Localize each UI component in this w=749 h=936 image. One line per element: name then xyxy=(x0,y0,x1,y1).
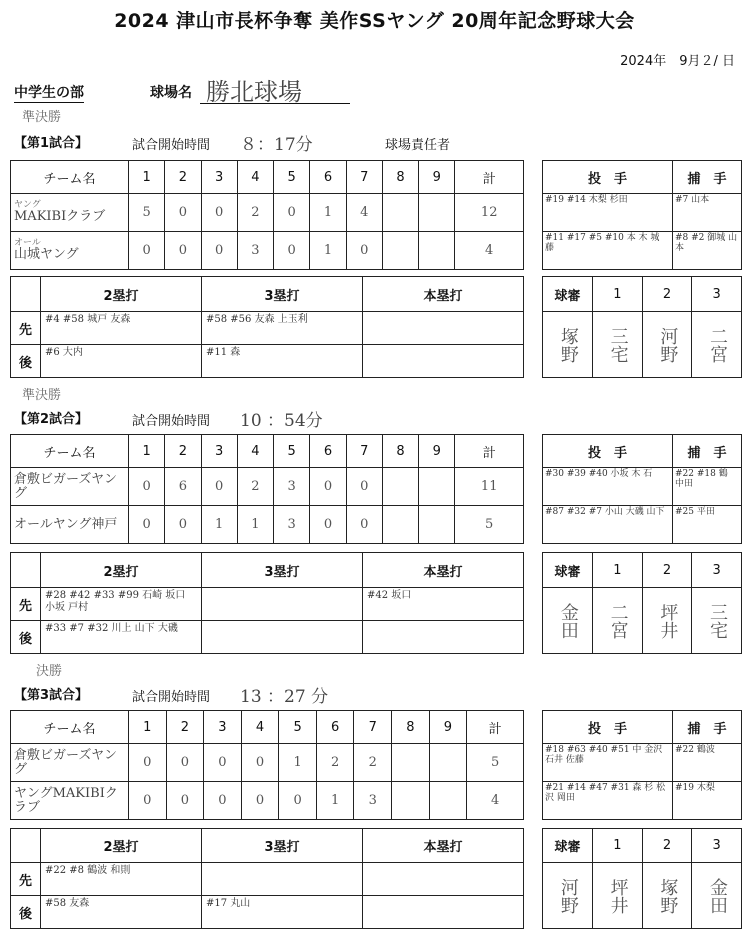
triples-second: #17 丸山 xyxy=(202,896,363,929)
first-label: 先 xyxy=(11,588,41,621)
game3-scoreboard xyxy=(10,710,524,820)
score: 1 xyxy=(201,506,237,544)
inning-8: 8 xyxy=(382,435,418,468)
team-name xyxy=(11,782,129,820)
team-name xyxy=(11,506,129,544)
score xyxy=(419,194,455,232)
score: 0 xyxy=(310,506,346,544)
second-label: 後 xyxy=(11,345,41,378)
catchers-cell: #8 #2 御城 山本 xyxy=(673,232,742,270)
catchers-cell: #22 鶴波 xyxy=(673,744,742,782)
game1-start-value: ８：17分 xyxy=(240,135,313,155)
score: 0 xyxy=(204,782,242,820)
team-name xyxy=(11,194,129,232)
umpire-name: 坪井 xyxy=(657,602,679,639)
total-score: 12 xyxy=(455,194,524,232)
team-name-small: オール xyxy=(14,237,41,248)
umpire-name: 金田 xyxy=(557,602,579,639)
inning-3: 3 xyxy=(204,711,242,744)
hr-first: #42 坂口 xyxy=(363,588,524,621)
score: 2 xyxy=(237,194,273,232)
total-score: 11 xyxy=(455,468,524,506)
umpire-name: 二宮 xyxy=(607,602,629,639)
stage-note-top: 準決勝 xyxy=(22,110,62,125)
game2-start-label: 試合開始時間 xyxy=(132,414,211,429)
game3-umpires xyxy=(542,828,742,929)
score: 0 xyxy=(165,232,201,270)
double-header: 2塁打 xyxy=(41,553,202,588)
umpire-col: 1 xyxy=(593,553,643,588)
score: 3 xyxy=(237,232,273,270)
game2-start-value: 10 ：54分 xyxy=(240,411,323,431)
game3-label: 【第3試合】 xyxy=(14,688,89,703)
second-label: 後 xyxy=(11,896,41,929)
catchers-cell: #7 山本 xyxy=(673,194,742,232)
score: 0 xyxy=(274,194,310,232)
inning-8: 8 xyxy=(392,711,430,744)
game3-battery xyxy=(542,710,742,820)
inning-4: 4 xyxy=(237,435,273,468)
doubles-first: #4 #58 城戸 友森 xyxy=(41,312,202,345)
score: 0 xyxy=(204,744,242,782)
hr-second xyxy=(363,345,524,378)
catchers-cell: #25 平田 xyxy=(673,506,742,544)
total-score: 4 xyxy=(455,232,524,270)
umpire-name: 三宅 xyxy=(607,326,629,363)
umpire-name: 河野 xyxy=(557,877,579,914)
inning-3: 3 xyxy=(201,435,237,468)
doubles-second: #6 大内 xyxy=(41,345,202,378)
triples-second xyxy=(202,621,363,654)
game1-hits xyxy=(10,276,524,378)
score xyxy=(419,506,455,544)
score xyxy=(392,744,430,782)
blank xyxy=(11,553,41,588)
catcher-header: 捕 手 xyxy=(673,711,742,744)
double-header: 2塁打 xyxy=(41,829,202,863)
game1-battery xyxy=(542,160,742,270)
catchers-cell: #19 木梨 xyxy=(673,782,742,820)
umpire-col: 2 xyxy=(642,829,692,863)
inning-5: 5 xyxy=(279,711,317,744)
game2-umpires xyxy=(542,552,742,654)
game3-start-label: 試合開始時間 xyxy=(132,690,211,705)
score: 4 xyxy=(346,194,382,232)
total-header: 計 xyxy=(455,161,524,194)
inning-1: 1 xyxy=(129,711,167,744)
total-header: 計 xyxy=(455,435,524,468)
score: 0 xyxy=(165,506,201,544)
score: 0 xyxy=(201,232,237,270)
team-col-header: チーム名 xyxy=(11,435,129,468)
umpire-name: 坪井 xyxy=(607,877,629,914)
score xyxy=(429,744,467,782)
score: 0 xyxy=(129,506,165,544)
catchers-cell: #22 #18 鶴 中田 xyxy=(673,468,742,506)
score xyxy=(429,782,467,820)
score: 0 xyxy=(274,232,310,270)
triple-header: 3塁打 xyxy=(202,829,363,863)
score: 0 xyxy=(201,194,237,232)
double-header: 2塁打 xyxy=(41,277,202,312)
score xyxy=(392,782,430,820)
inning-3: 3 xyxy=(201,161,237,194)
date: 2024年 9月２/ 日 xyxy=(620,54,735,69)
score: 3 xyxy=(354,782,392,820)
inning-2: 2 xyxy=(166,711,204,744)
umpire-header: 球審 xyxy=(543,553,593,588)
score: 0 xyxy=(310,468,346,506)
pitcher-header: 投 手 xyxy=(543,711,673,744)
inning-5: 5 xyxy=(274,435,310,468)
stage-note-3: 決勝 xyxy=(36,664,63,679)
team-name-small: ヤング xyxy=(14,199,41,210)
umpire-name: 河野 xyxy=(657,326,679,363)
team-col-header: チーム名 xyxy=(11,711,129,744)
triples-first xyxy=(202,863,363,896)
score xyxy=(419,468,455,506)
score: 3 xyxy=(274,468,310,506)
catcher-header: 捕 手 xyxy=(673,435,742,468)
umpire-name: 塚野 xyxy=(657,877,679,914)
pitchers-cell: #19 #14 木梨 杉田 xyxy=(543,194,673,232)
second-label: 後 xyxy=(11,621,41,654)
umpire-name: 金田 xyxy=(707,877,728,914)
game2-label: 【第2試合】 xyxy=(14,412,89,427)
score xyxy=(382,194,418,232)
pitchers-cell: #30 #39 #40 小坂 木 石 xyxy=(543,468,673,506)
score: 0 xyxy=(201,468,237,506)
umpire-col: 2 xyxy=(642,553,692,588)
team-col-header: チーム名 xyxy=(11,161,129,194)
first-label: 先 xyxy=(11,863,41,896)
team-name xyxy=(11,232,129,270)
blank xyxy=(11,277,41,312)
inning-2: 2 xyxy=(165,435,201,468)
team-name-text: 倉敷ビガーズヤング xyxy=(14,471,117,501)
score: 0 xyxy=(165,194,201,232)
score: 0 xyxy=(241,744,279,782)
inning-4: 4 xyxy=(237,161,273,194)
umpire-col: 3 xyxy=(692,829,742,863)
inning-6: 6 xyxy=(310,435,346,468)
stage-note-2: 準決勝 xyxy=(22,388,62,403)
umpire-header: 球審 xyxy=(543,829,593,863)
game2-hits xyxy=(10,552,524,654)
team-name-text: ヤングMAKIBIクラブ xyxy=(14,785,118,815)
pitchers-cell: #21 #14 #47 #31 森 杉 松沢 岡田 xyxy=(543,782,673,820)
field-label: 球場名 xyxy=(150,85,192,101)
total-score: 5 xyxy=(455,506,524,544)
score: 0 xyxy=(129,232,165,270)
game2-battery xyxy=(542,434,742,544)
umpire-col: 2 xyxy=(642,277,692,312)
division-label xyxy=(14,82,84,102)
score: 1 xyxy=(237,506,273,544)
doubles-first: #28 #42 #33 #99 石崎 坂口 小坂 戸村 xyxy=(41,588,202,621)
triples-first xyxy=(202,588,363,621)
umpire-name: 三宅 xyxy=(707,602,728,639)
hr-header: 本塁打 xyxy=(363,829,524,863)
score: 0 xyxy=(129,782,167,820)
game3-hits xyxy=(10,828,524,929)
score: 1 xyxy=(279,744,317,782)
score: 1 xyxy=(310,194,346,232)
triples-second: #11 森 xyxy=(202,345,363,378)
first-label: 先 xyxy=(11,312,41,345)
triple-header: 3塁打 xyxy=(202,553,363,588)
game1-umpires xyxy=(542,276,742,378)
hr-first xyxy=(363,312,524,345)
score: 0 xyxy=(346,232,382,270)
doubles-second: #58 友森 xyxy=(41,896,202,929)
game1-manager-label: 球場責任者 xyxy=(385,138,451,153)
division-text: 中学生の部 xyxy=(14,85,84,101)
inning-1: 1 xyxy=(129,161,165,194)
inning-2: 2 xyxy=(165,161,201,194)
total-score: 4 xyxy=(467,782,524,820)
umpire-name: 塚野 xyxy=(557,326,579,363)
inning-5: 5 xyxy=(274,161,310,194)
score: 0 xyxy=(129,468,165,506)
score: 2 xyxy=(316,744,354,782)
score: 0 xyxy=(241,782,279,820)
umpire-col: 1 xyxy=(593,277,643,312)
hr-header: 本塁打 xyxy=(363,553,524,588)
score xyxy=(382,506,418,544)
score: 1 xyxy=(316,782,354,820)
game1-label: 【第1試合】 xyxy=(14,136,89,151)
field-value: 勝北球場 xyxy=(200,72,350,104)
pitchers-cell: #11 #17 #5 #10 本 木 城 藤 xyxy=(543,232,673,270)
hr-header: 本塁打 xyxy=(363,277,524,312)
inning-8: 8 xyxy=(382,161,418,194)
score: 6 xyxy=(165,468,201,506)
hr-first xyxy=(363,863,524,896)
umpire-header: 球審 xyxy=(543,277,593,312)
team-name-text: 山城ヤング xyxy=(14,247,79,263)
inning-7: 7 xyxy=(354,711,392,744)
team-name xyxy=(11,744,129,782)
document-title: 2024 津山市長杯争奪 美作SSヤング 20周年記念野球大会 xyxy=(114,10,635,32)
game1-scoreboard xyxy=(10,160,524,270)
team-name-text: MAKIBIクラブ xyxy=(14,209,106,225)
score: 0 xyxy=(346,506,382,544)
inning-9: 9 xyxy=(429,711,467,744)
inning-1: 1 xyxy=(129,435,165,468)
team-name-text: オールヤング神戸 xyxy=(14,516,118,532)
team-name-text: 倉敷ビガーズヤング xyxy=(14,747,117,777)
inning-6: 6 xyxy=(316,711,354,744)
inning-7: 7 xyxy=(346,161,382,194)
inning-7: 7 xyxy=(346,435,382,468)
umpire-col: 3 xyxy=(692,277,742,312)
catcher-header: 捕 手 xyxy=(673,161,742,194)
team-name xyxy=(11,468,129,506)
score: 0 xyxy=(166,744,204,782)
blank xyxy=(11,829,41,863)
score: 2 xyxy=(354,744,392,782)
total-score: 5 xyxy=(467,744,524,782)
pitcher-header: 投 手 xyxy=(543,161,673,194)
inning-4: 4 xyxy=(241,711,279,744)
pitchers-cell: #18 #63 #40 #51 中 金沢 石井 佐藤 xyxy=(543,744,673,782)
score: 1 xyxy=(310,232,346,270)
score xyxy=(382,232,418,270)
doubles-second: #33 #7 #32 川上 山下 大磯 xyxy=(41,621,202,654)
umpire-col: 1 xyxy=(593,829,643,863)
inning-9: 9 xyxy=(419,435,455,468)
score: 0 xyxy=(129,744,167,782)
umpire-col: 3 xyxy=(692,553,742,588)
score: 2 xyxy=(237,468,273,506)
hr-second xyxy=(363,621,524,654)
pitcher-header: 投 手 xyxy=(543,435,673,468)
score: 0 xyxy=(346,468,382,506)
game1-start-label: 試合開始時間 xyxy=(132,138,211,153)
hr-second xyxy=(363,896,524,929)
score: 5 xyxy=(129,194,165,232)
score: 0 xyxy=(166,782,204,820)
triples-first: #58 #56 友森 上玉利 xyxy=(202,312,363,345)
triple-header: 3塁打 xyxy=(202,277,363,312)
game2-scoreboard xyxy=(10,434,524,544)
score: 0 xyxy=(279,782,317,820)
umpire-name: 二宮 xyxy=(707,326,728,363)
doubles-first: #22 #8 鶴波 和則 xyxy=(41,863,202,896)
inning-6: 6 xyxy=(310,161,346,194)
total-header: 計 xyxy=(467,711,524,744)
score: 3 xyxy=(274,506,310,544)
score xyxy=(382,468,418,506)
pitchers-cell: #87 #32 #7 小山 大磯 山下 xyxy=(543,506,673,544)
game3-start-value: 13 ：27 分 xyxy=(240,687,329,707)
score xyxy=(419,232,455,270)
inning-9: 9 xyxy=(419,161,455,194)
